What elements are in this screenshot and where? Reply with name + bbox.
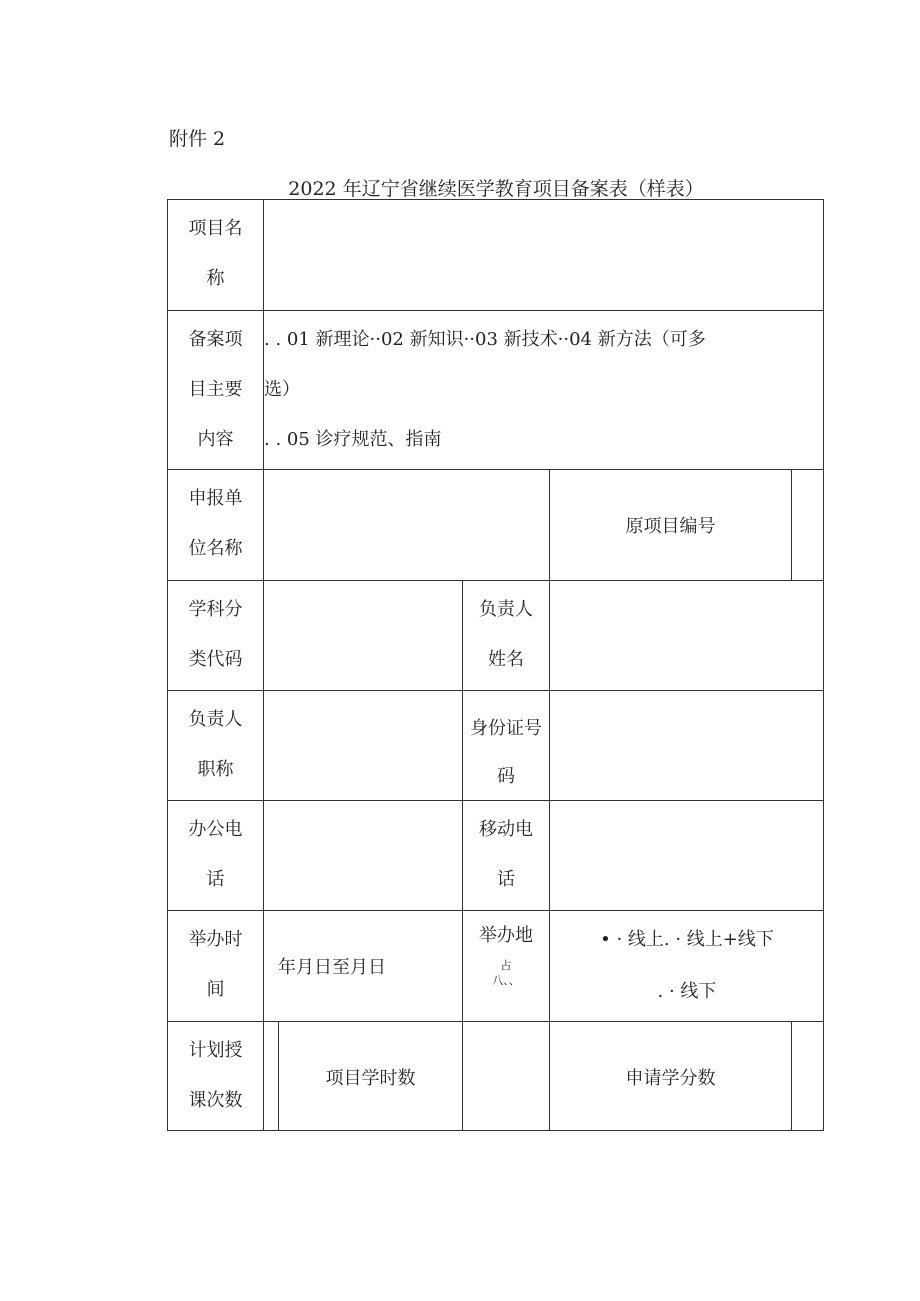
mobile-phone-label: 移动电 话 (462, 800, 549, 910)
course-hours-field[interactable] (462, 1021, 549, 1131)
mode-option-line-1: • · 线上. · 线上+线下 (600, 929, 774, 950)
id-number-label: 身份证号 码 (462, 690, 549, 800)
leader-name-label: 负责人 姓名 (462, 580, 549, 690)
event-mode-options[interactable] (549, 910, 824, 1021)
course-hours-label: 项目学时数 (278, 1021, 462, 1131)
content-options[interactable] (263, 310, 824, 469)
planned-sessions-label: 计划授 课次数 (167, 1021, 263, 1131)
content-option-line-1: . . 01 新理论··02 新知识··03 新技术··04 新方法（可多 (264, 329, 706, 350)
project-name-label: 项目名 称 (167, 199, 263, 310)
project-name-field[interactable] (263, 199, 824, 310)
leader-title-field[interactable] (263, 690, 462, 800)
attachment-label: 附件 2 (169, 128, 226, 150)
mobile-phone-field[interactable] (549, 800, 824, 910)
credits-label: 申请学分数 (549, 1021, 791, 1131)
unit-label: 申报单 位名称 (167, 469, 263, 580)
leader-title-label: 负责人 职称 (167, 690, 263, 800)
discipline-code-label: 学科分 类代码 (167, 580, 263, 690)
date-range-text: 年月日至月日 (278, 957, 386, 978)
office-phone-label: 办公电 话 (167, 800, 263, 910)
event-place-label: 举办地 占 八、、 (462, 910, 549, 1021)
discipline-code-field[interactable] (263, 580, 462, 690)
event-time-field[interactable] (263, 910, 462, 1021)
content-label: 备案项 目主要 内容 (167, 310, 263, 469)
unit-field[interactable] (263, 469, 549, 580)
office-phone-field[interactable] (263, 800, 462, 910)
leader-name-field[interactable] (549, 580, 824, 690)
mode-option-line-2: . · 线下 (657, 981, 717, 1002)
planned-sessions-field[interactable] (263, 1021, 278, 1131)
id-number-field[interactable] (549, 690, 824, 800)
event-time-label: 举办时 间 (167, 910, 263, 1021)
form-title: 2022 年辽宁省继续医学教育项目备案表（样表） (288, 178, 704, 200)
content-option-line-3: . . 05 诊疗规范、指南 (264, 429, 442, 450)
content-option-line-2: 选） (264, 379, 300, 400)
original-code-field[interactable] (791, 469, 824, 580)
credits-field[interactable] (791, 1021, 824, 1131)
original-code-label: 原项目编号 (549, 469, 791, 580)
